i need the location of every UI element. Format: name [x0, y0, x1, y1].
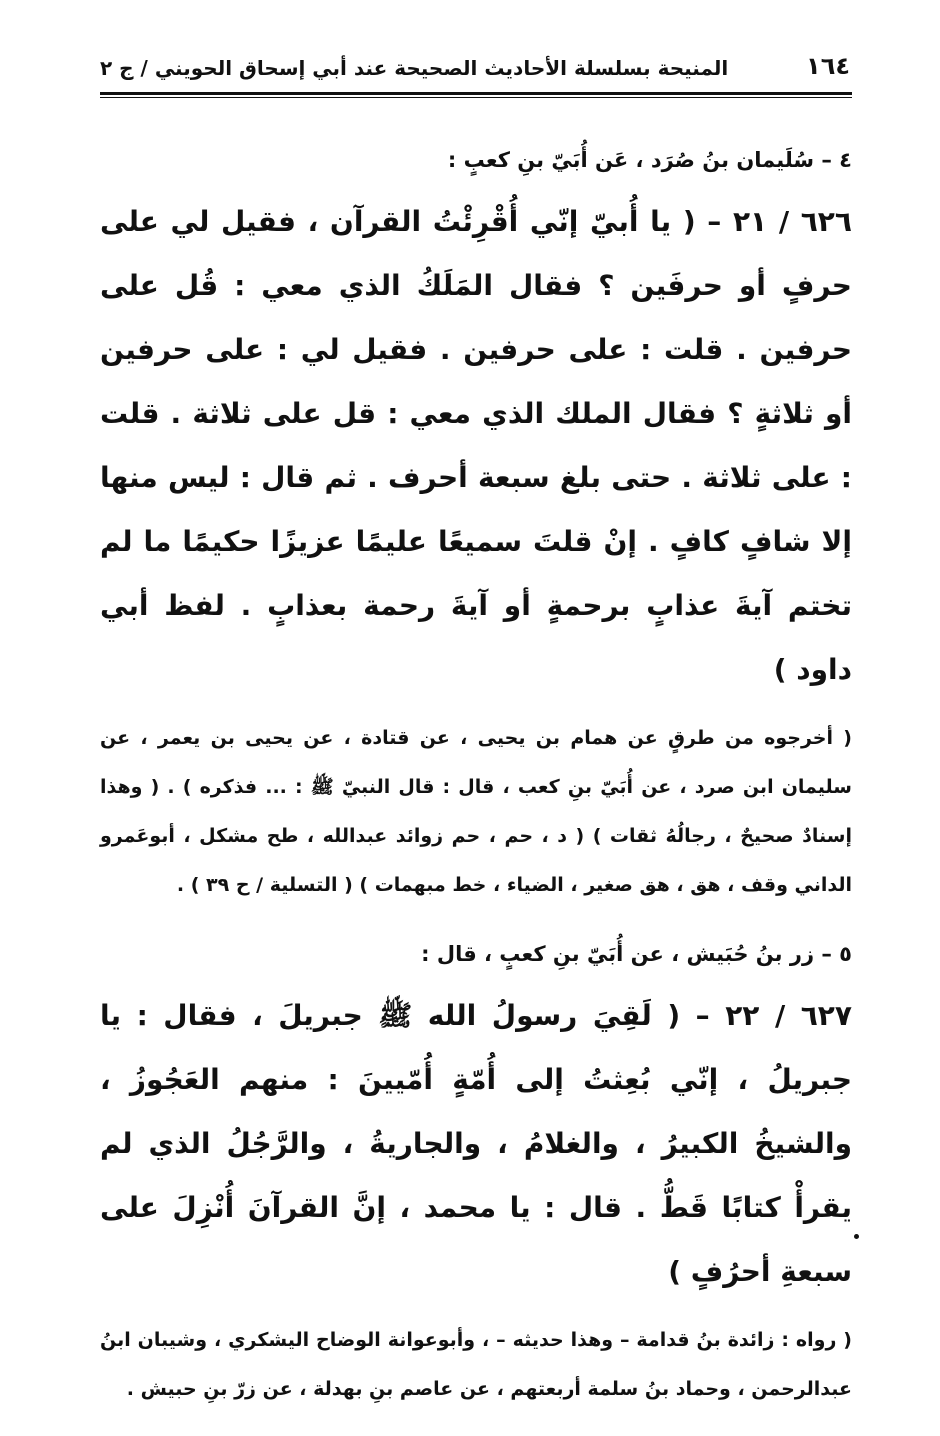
narration-section-4 — [100, 138, 852, 910]
chain-heading: ٤ – سُلَيمان بنُ صُرَد ، عَن أُبَيّ بنِ كعبٍ : — [447, 148, 852, 172]
running-header — [100, 52, 850, 92]
chain-heading: ٥ – زر بنُ حُبَيش ، عن أُبَيّ بنِ كعبٍ ، قال : — [421, 942, 852, 966]
narration-section-5 — [100, 932, 852, 1414]
hadith-text: ٦٢٧ / ٢٢ – ( لَقِيَ رسولُ الله ﷺ جبريلَ ، فقال : يا جبريلُ ، إنّي بُعِثتُ إلى أُمّةٍ أُمّيينَ : منهم العَجُوزُ ، والشيخُ الكبيرُ ، والغلامُ ، والجاريةُ ، والرَّجُلُ الذي لم يقرأْ كتابًا قَطُّ . قال : يا محمد ، إنَّ القرآنَ أُنْزِلَ على سبعةِ أحرُفٍ ) — [100, 999, 852, 1288]
hadith-text: ٦٢٦ / ٢١ – ( يا أُبيّ إنّي أُقْرِئْتُ القرآن ، فقيل لي على حرفٍ أو حرفَين ؟ فقال المَلَكُ الذي معي : قُل على حرفين . قلت : على حرفين . فقيل لي : على حرفين أو ثلاثةٍ ؟ فقال الملك الذي معي : قل على ثلاثة . قلت : على ثلاثة . حتى بلغ سبعة أحرف . ثم قال : ليس منها إلا شافٍ كافٍ . إنْ قلتَ سميعًا عليمًا عزيزًا حكيمًا ما لم تختم آيةَ عذابٍ برحمةٍ أو آيةَ رحمة بعذابٍ . لفظ أبي داود ) — [100, 205, 852, 686]
header-rule-thin — [100, 97, 852, 98]
book-title: المنيحة بسلسلة الأحاديث الصحيحة عند أبي إسحاق الحويني / ج ٢ — [100, 56, 729, 80]
header-rule — [100, 92, 852, 95]
end-mark — [854, 1234, 859, 1239]
takhrij-note: ( رواه : زائدة بنُ قدامة – وهذا حديثه – ، وأبوعوانة الوضاح اليشكري ، وشيبان ابنُ عبدالرحمن ، وحماد بنُ سلمة أربعتهم ، عن عاصم بنِ بهدلة ، عن زرّ بنِ حبيش . — [100, 1329, 852, 1400]
page-content — [100, 138, 852, 1436]
page-number: ١٦٤ — [806, 52, 850, 80]
takhrij-note: ( أخرجوه من طرقٍ عن همام بن يحيى ، عن قتادة ، عن يحيى بن يعمر ، عن سليمان ابن صرد ، عن أُبَيّ بنِ كعب ، قال : قال النبيّ ﷺ : ... فذكره ) . ( وهذا إسنادٌ صحيحٌ ، رجالُهُ ثقات ) ( د ، حم ، حم زوائد عبدالله ، طح مشكل ، أبوعَمرو الداني وقف ، هق ، هق صغير ، الضياء ، خط مبهمات ) ( التسلية / ح ٣٩ ) . — [100, 727, 852, 896]
